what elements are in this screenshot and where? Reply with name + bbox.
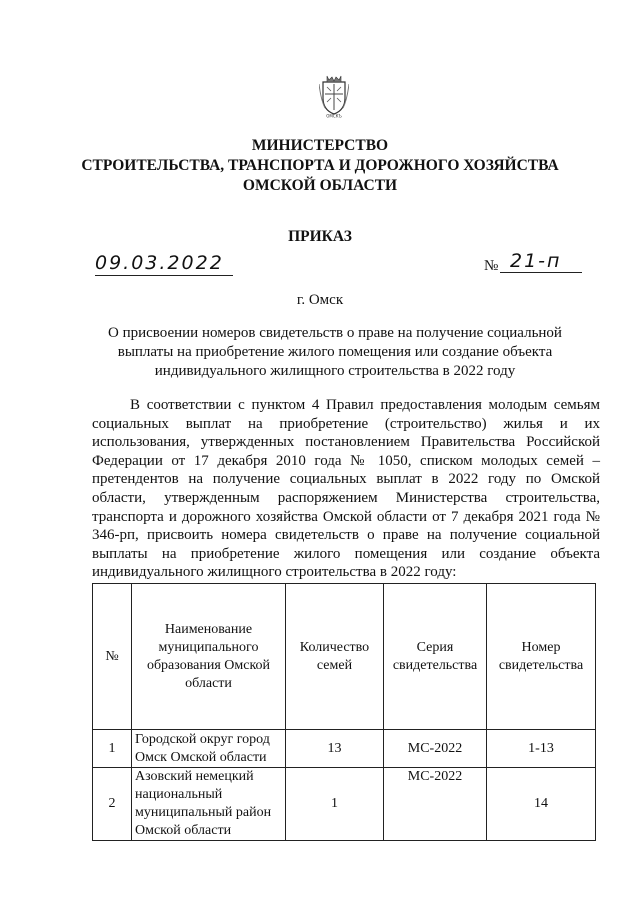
order-body: В соответствии с пунктом 4 Правил предоставления молодым семьям социальных выплат на приобретение (строительство) жилья и их использования, утвержденных постановлением Правительства Российской Федерации от 17 декабря 2010 года № 1050, списком молодых семей – претендентов на получение социальных выплат в 2022 году по Омской области, утвержденным распоряжением Министерства строительства, транспорта и дорожного хозяйства Омской области от 7 декабря 2021 года № 346-рп, присвоить номера свидетельств о праве на получение социальной выплаты на приобретение жилого помещения или создание объекта индивидуального жилищного строительства в 2022 году: [92, 397, 600, 581]
row-name: Азовский немецкий национальный муниципальный район Омской области [132, 768, 286, 841]
row-num: 2 [93, 768, 132, 841]
table-header-row [93, 584, 596, 730]
ministry-title-line2: СТРОИТЕЛЬСТВА, ТРАНСПОРТА И ДОРОЖНОГО ХОЗЯЙСТВА [81, 157, 559, 174]
city: г. Омск [296, 292, 344, 308]
header-series: Серия свидетельства [384, 584, 487, 730]
row-series: МС-2022 [384, 730, 487, 768]
header-num: № [93, 584, 132, 730]
table-row [93, 768, 596, 841]
order-number: 21-п [500, 250, 582, 273]
ministry-title-line3: ОМСКОЙ ОБЛАСТИ [242, 177, 398, 194]
coat-of-arms-icon [319, 74, 349, 118]
ministry-title-line1: МИНИСТЕРСТВО [251, 137, 389, 154]
row-series: МС-2022 [384, 768, 487, 841]
row-count: 13 [286, 730, 384, 768]
order-subject: О присвоении номеров свидетельств о праве на получение социальной выплаты на приобретение жилого помещения или создание объекта индивидуального жилищного строительства в 2022 году [108, 325, 562, 379]
table-row [93, 730, 596, 768]
svg-text:ОМСКЪ: ОМСКЪ [326, 113, 342, 118]
row-count: 1 [286, 768, 384, 841]
header-number: Номер свидетельства [487, 584, 596, 730]
row-number: 1-13 [487, 730, 596, 768]
order-date: 09.03.2022 [95, 252, 233, 276]
document-type: ПРИКАЗ [288, 228, 352, 245]
certificates-table [92, 583, 596, 841]
row-num: 1 [93, 730, 132, 768]
row-name: Городской округ город Омск Омской области [132, 730, 286, 768]
number-sign: № [484, 258, 499, 274]
row-number: 14 [487, 768, 596, 841]
header-count: Количество семей [286, 584, 384, 730]
header-name: Наименование муниципального образования Омской области [132, 584, 286, 730]
